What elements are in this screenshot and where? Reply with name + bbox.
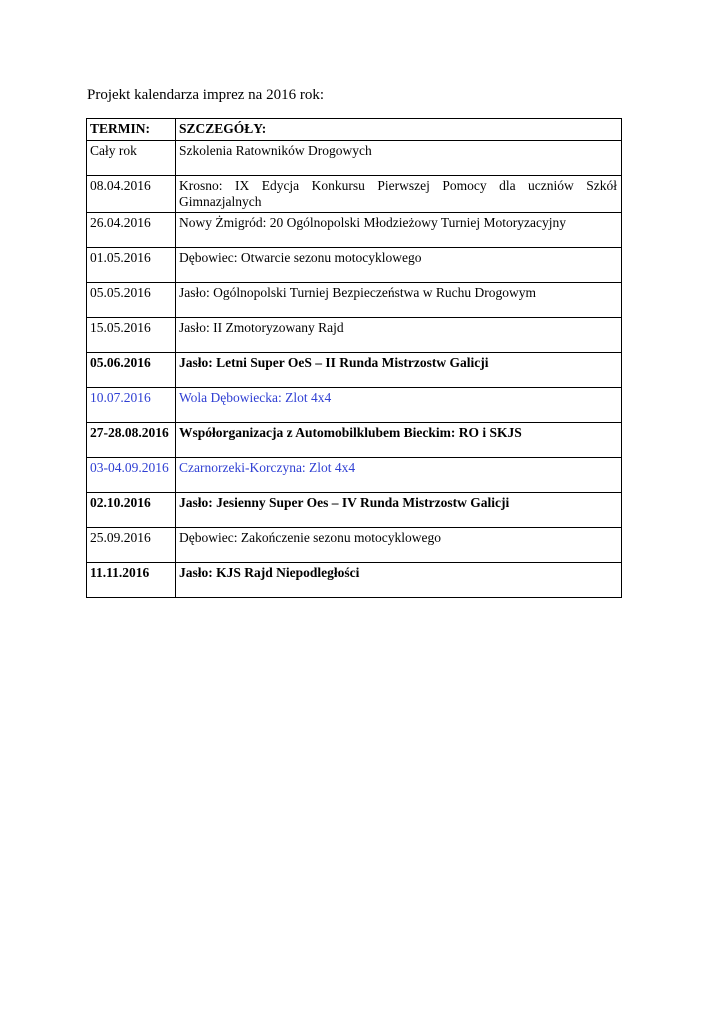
table-row (87, 388, 622, 423)
row-date: 02.10.2016 (87, 493, 176, 528)
row-date: 15.05.2016 (87, 318, 176, 353)
header-szczegoly: SZCZEGÓŁY: (176, 119, 622, 141)
table-header-row (87, 119, 622, 141)
header-termin: TERMIN: (87, 119, 176, 141)
page-title: Projekt kalendarza imprez na 2016 rok: (87, 87, 324, 103)
row-date: 10.07.2016 (87, 388, 176, 423)
row-date: 05.06.2016 (87, 353, 176, 388)
row-details: Jasło: II Zmotoryzowany Rajd (176, 318, 622, 353)
row-details: Czarnorzeki-Korczyna: Zlot 4x4 (176, 458, 622, 493)
table-row (87, 458, 622, 493)
row-date: 08.04.2016 (87, 176, 176, 213)
row-date: 03-04.09.2016 (87, 458, 176, 493)
row-details: Jasło: KJS Rajd Niepodległości (176, 563, 622, 598)
table-row (87, 176, 622, 213)
row-details: Krosno: IX Edycja Konkursu Pierwszej Pomocy dla uczniów Szkół Gimnazjalnych (176, 176, 622, 213)
table-row (87, 423, 622, 458)
events-table (86, 118, 622, 598)
table-row (87, 213, 622, 248)
row-details: Nowy Żmigród: 20 Ogólnopolski Młodzieżowy Turniej Motoryzacyjny (176, 213, 622, 248)
table-row (87, 141, 622, 176)
row-details: Dębowiec: Zakończenie sezonu motocyklowego (176, 528, 622, 563)
row-details: Współorganizacja z Automobilklubem Bieckim: RO i SKJS (176, 423, 622, 458)
table-row (87, 563, 622, 598)
row-details: Jasło: Ogólnopolski Turniej Bezpieczeństwa w Ruchu Drogowym (176, 283, 622, 318)
row-date: 05.05.2016 (87, 283, 176, 318)
row-date: 26.04.2016 (87, 213, 176, 248)
table-row (87, 283, 622, 318)
row-date: 01.05.2016 (87, 248, 176, 283)
row-details: Dębowiec: Otwarcie sezonu motocyklowego (176, 248, 622, 283)
row-details: Jasło: Jesienny Super Oes – IV Runda Mistrzostw Galicji (176, 493, 622, 528)
row-date: 25.09.2016 (87, 528, 176, 563)
row-details: Jasło: Letni Super OeS – II Runda Mistrzostw Galicji (176, 353, 622, 388)
row-details: Szkolenia Ratowników Drogowych (176, 141, 622, 176)
table-row (87, 493, 622, 528)
row-details: Wola Dębowiecka: Zlot 4x4 (176, 388, 622, 423)
row-date: 27-28.08.2016 (87, 423, 176, 458)
row-date: 11.11.2016 (87, 563, 176, 598)
table-row (87, 528, 622, 563)
row-date: Cały rok (87, 141, 176, 176)
table-row (87, 353, 622, 388)
table-row (87, 248, 622, 283)
table-row (87, 318, 622, 353)
